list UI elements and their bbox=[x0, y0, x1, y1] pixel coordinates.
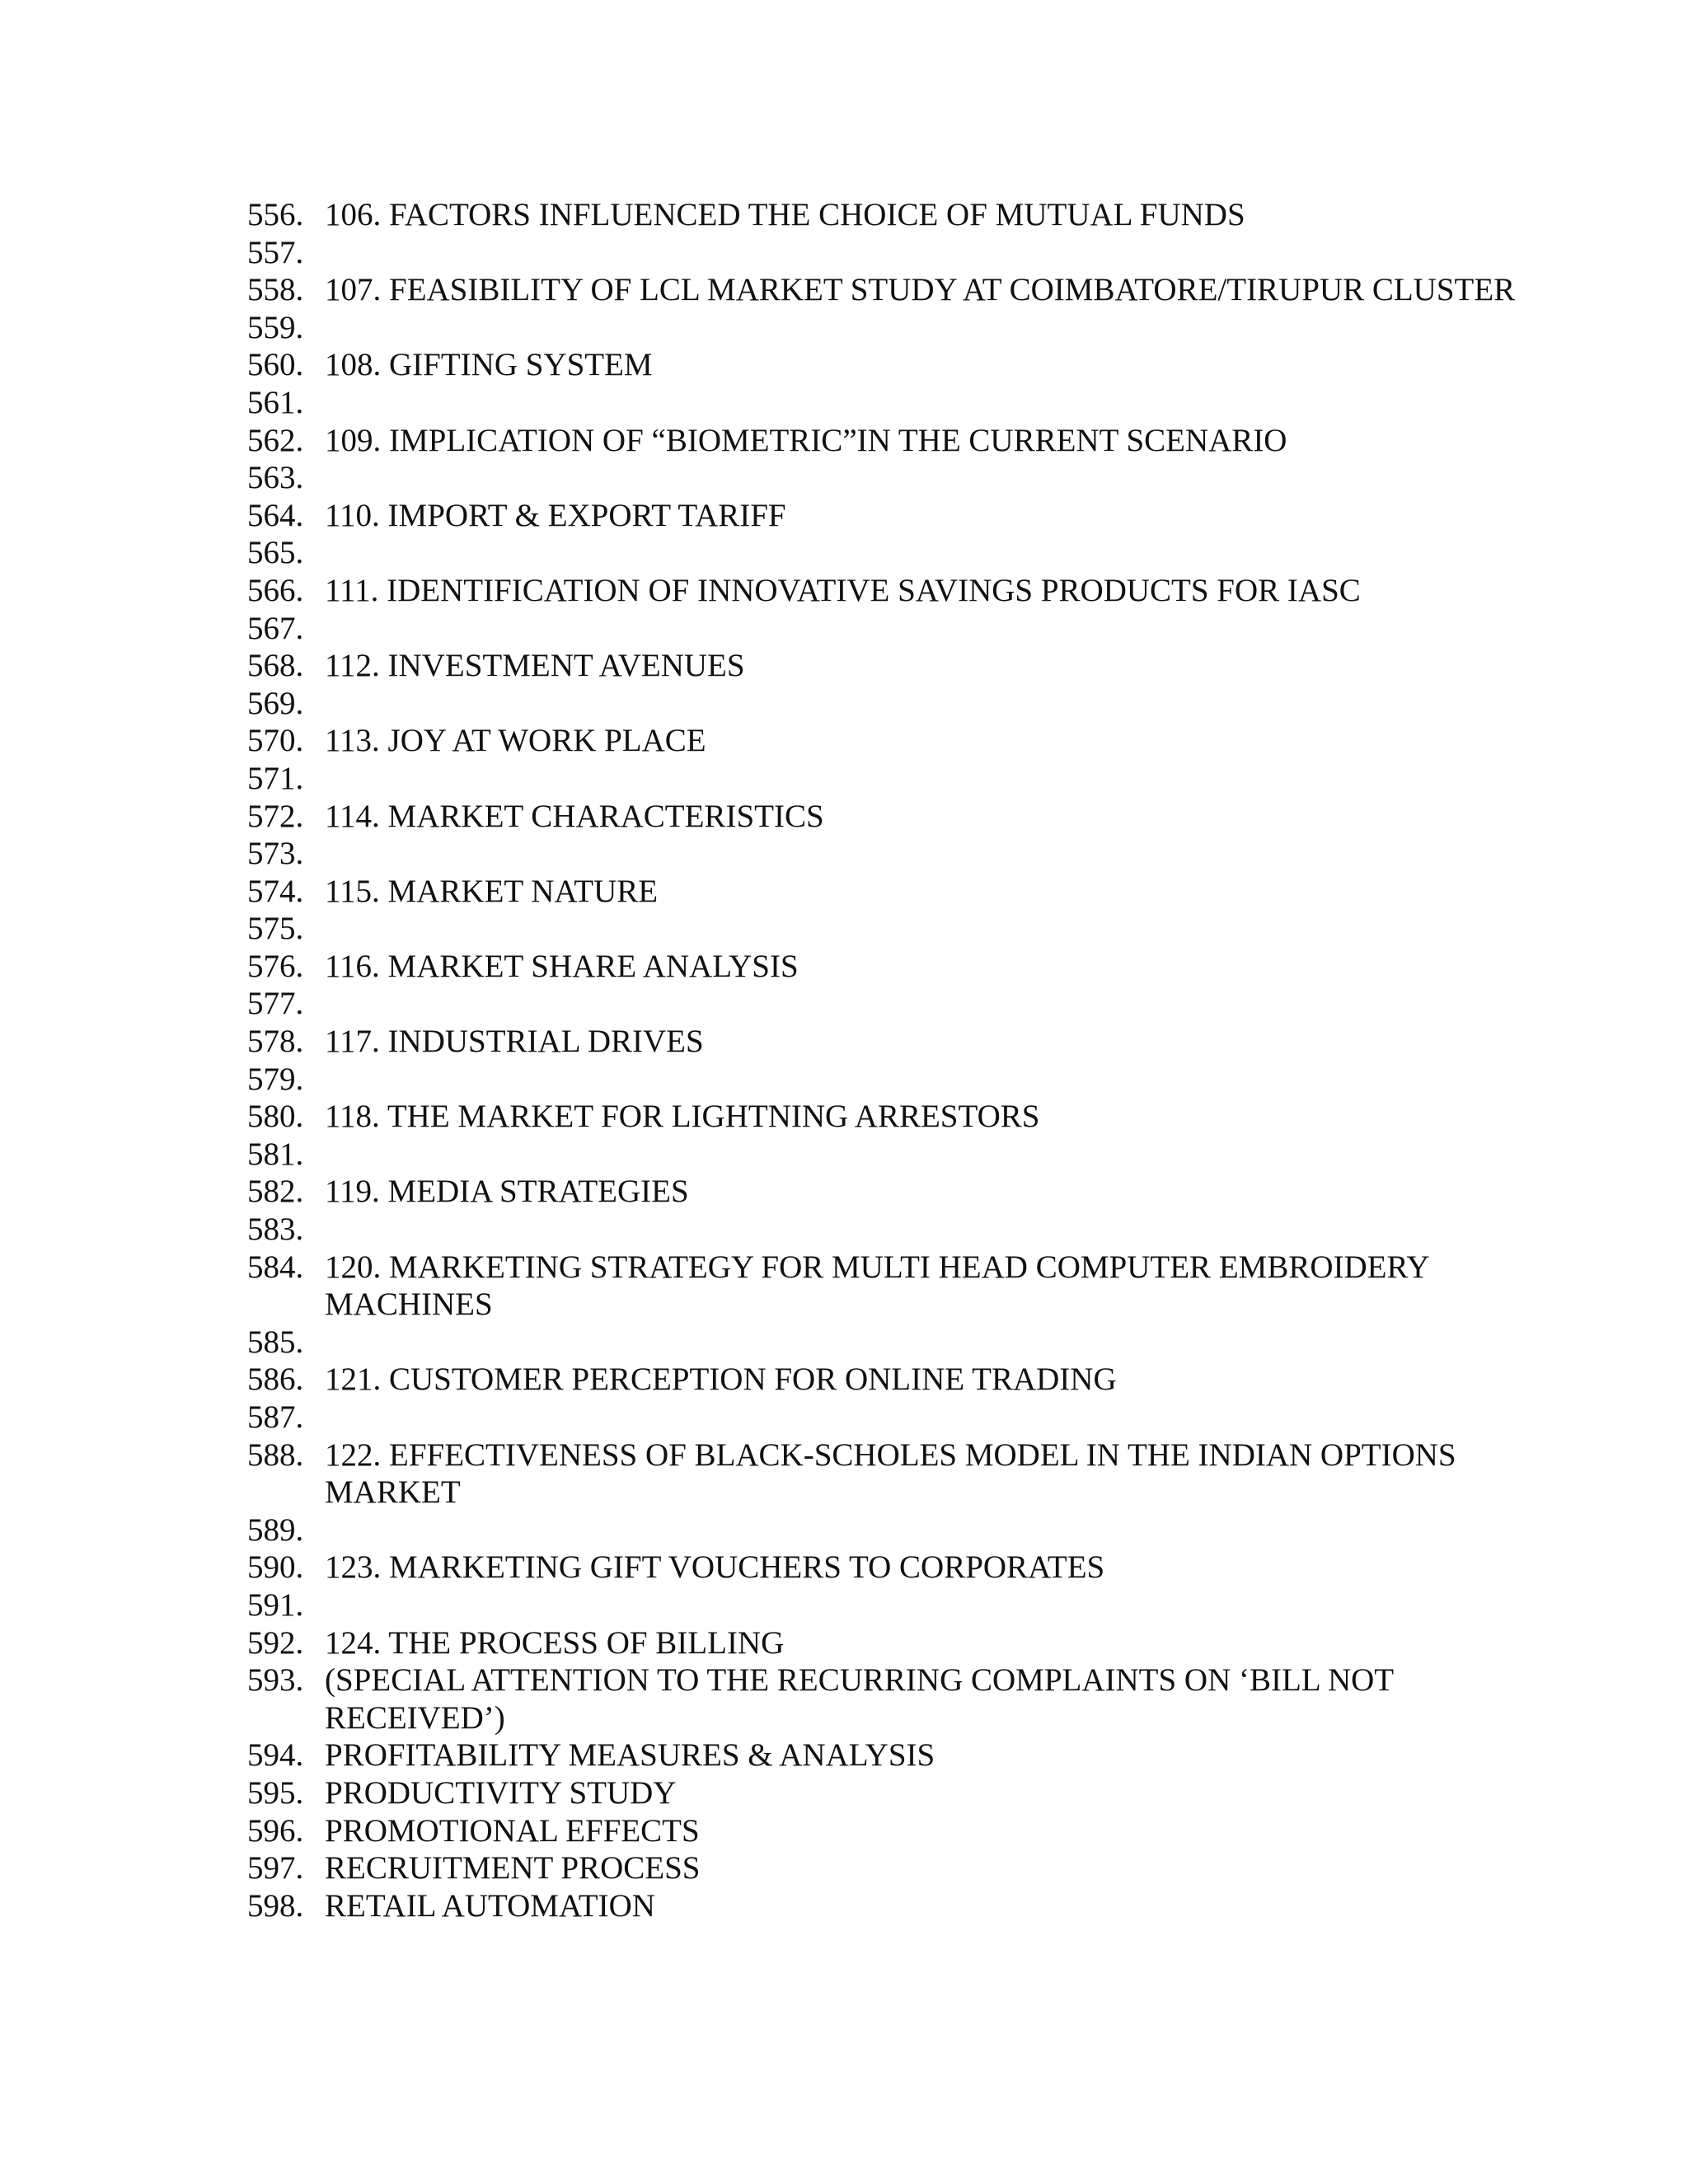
line-text: 118. THE MARKET FOR LIGHTNING ARRESTORS bbox=[325, 1099, 1040, 1135]
line-number: 579. bbox=[247, 1061, 304, 1097]
document-line bbox=[247, 384, 1566, 422]
document-line bbox=[247, 647, 1566, 685]
document-line bbox=[247, 497, 1566, 535]
line-number: 574. bbox=[247, 873, 304, 909]
line-number: 585. bbox=[247, 1324, 304, 1360]
line-number: 567. bbox=[247, 610, 304, 646]
line-number: 594. bbox=[247, 1737, 304, 1774]
document-line bbox=[247, 534, 1566, 572]
document-line bbox=[247, 1098, 1566, 1136]
line-number: 569. bbox=[247, 685, 304, 721]
line-text: (SPECIAL ATTENTION TO THE RECURRING COMPLAINTS ON ‘BILL NOT RECEIVED’) bbox=[325, 1662, 1395, 1736]
line-number: 580. bbox=[247, 1099, 304, 1135]
line-number: 556. bbox=[247, 197, 304, 232]
line-number: 591. bbox=[247, 1586, 304, 1623]
document-line bbox=[247, 1136, 1566, 1174]
document-line bbox=[247, 1211, 1566, 1249]
line-number: 582. bbox=[247, 1174, 304, 1210]
line-text: 111. IDENTIFICATION OF INNOVATIVE SAVINGS PRODUCTS FOR IASC bbox=[325, 572, 1361, 608]
document-line bbox=[247, 1736, 1566, 1774]
document-line bbox=[247, 610, 1566, 648]
document-line bbox=[247, 1812, 1566, 1850]
line-number: 568. bbox=[247, 648, 304, 684]
line-number: 570. bbox=[247, 723, 304, 759]
document-line bbox=[247, 722, 1566, 760]
line-text: 112. INVESTMENT AVENUES bbox=[325, 648, 745, 684]
line-text: 110. IMPORT & EXPORT TARIFF bbox=[325, 497, 786, 533]
document-line bbox=[247, 309, 1566, 347]
line-text: RETAIL AUTOMATION bbox=[325, 1887, 655, 1924]
line-number: 590. bbox=[247, 1549, 304, 1586]
line-text: RECRUITMENT PROCESS bbox=[325, 1850, 701, 1886]
document-line bbox=[247, 271, 1566, 309]
line-number: 571. bbox=[247, 760, 304, 796]
document-line bbox=[247, 798, 1566, 836]
document-line bbox=[247, 1061, 1566, 1099]
document-line bbox=[247, 1849, 1566, 1887]
document-line bbox=[247, 572, 1566, 610]
document-line bbox=[247, 1399, 1566, 1436]
line-number: 589. bbox=[247, 1511, 304, 1548]
document-line bbox=[247, 1249, 1566, 1324]
line-text: 119. MEDIA STRATEGIES bbox=[325, 1174, 689, 1210]
line-number: 593. bbox=[247, 1662, 304, 1699]
line-number: 586. bbox=[247, 1361, 304, 1398]
line-text: PROFITABILITY MEASURES & ANALYSIS bbox=[325, 1737, 935, 1774]
document-line bbox=[247, 910, 1566, 948]
line-text: 115. MARKET NATURE bbox=[325, 873, 659, 909]
line-text: 120. MARKETING STRATEGY FOR MULTI HEAD COMPUTER EMBROIDERY MACHINES bbox=[325, 1249, 1430, 1323]
line-text: 108. GIFTING SYSTEM bbox=[325, 347, 653, 383]
line-number: 563. bbox=[247, 460, 304, 496]
line-text: 113. JOY AT WORK PLACE bbox=[325, 723, 706, 759]
line-number: 576. bbox=[247, 948, 304, 984]
line-text: 116. MARKET SHARE ANALYSIS bbox=[325, 948, 799, 984]
line-text: 109. IMPLICATION OF “BIOMETRIC”IN THE CURRENT SCENARIO bbox=[325, 422, 1287, 458]
line-number: 557. bbox=[247, 234, 304, 270]
line-text: PRODUCTIVITY STUDY bbox=[325, 1774, 677, 1811]
line-text: 121. CUSTOMER PERCEPTION FOR ONLINE TRADING bbox=[325, 1361, 1117, 1398]
line-number: 577. bbox=[247, 986, 304, 1022]
line-number: 565. bbox=[247, 535, 304, 571]
line-number: 560. bbox=[247, 347, 304, 383]
document-line bbox=[247, 1324, 1566, 1361]
document-line bbox=[247, 873, 1566, 911]
document-line bbox=[247, 1361, 1566, 1399]
document-line bbox=[247, 1887, 1566, 1925]
line-number: 572. bbox=[247, 798, 304, 834]
document-line bbox=[247, 760, 1566, 798]
document-line bbox=[247, 346, 1566, 384]
line-number: 581. bbox=[247, 1136, 304, 1172]
line-number: 595. bbox=[247, 1774, 304, 1811]
line-number: 573. bbox=[247, 836, 304, 872]
line-number: 559. bbox=[247, 309, 304, 345]
document-line bbox=[247, 1023, 1566, 1061]
line-number: 561. bbox=[247, 384, 304, 420]
line-text: 123. MARKETING GIFT VOUCHERS TO CORPORATES bbox=[325, 1549, 1105, 1586]
line-number: 584. bbox=[247, 1249, 304, 1285]
line-number: 598. bbox=[247, 1887, 304, 1924]
line-text: 107. FEASIBILITY OF LCL MARKET STUDY AT COIMBATORE/TIRUPUR CLUSTER bbox=[325, 272, 1516, 308]
line-text: 124. THE PROCESS OF BILLING bbox=[325, 1624, 785, 1661]
line-number: 575. bbox=[247, 911, 304, 947]
line-number: 562. bbox=[247, 422, 304, 458]
line-number: 588. bbox=[247, 1436, 304, 1473]
line-text: 117. INDUSTRIAL DRIVES bbox=[325, 1024, 704, 1060]
document-line bbox=[247, 234, 1566, 272]
line-number: 596. bbox=[247, 1812, 304, 1849]
document-line bbox=[247, 835, 1566, 873]
document-line bbox=[247, 1624, 1566, 1662]
document-line bbox=[247, 985, 1566, 1023]
document-line bbox=[247, 196, 1566, 234]
document-line bbox=[247, 1661, 1566, 1736]
document-line bbox=[247, 1173, 1566, 1211]
line-number: 597. bbox=[247, 1850, 304, 1886]
document-line bbox=[247, 1436, 1566, 1511]
line-text: 106. FACTORS INFLUENCED THE CHOICE OF MUTUAL FUNDS bbox=[325, 197, 1245, 232]
line-text: 114. MARKET CHARACTERISTICS bbox=[325, 798, 824, 834]
document-line bbox=[247, 459, 1566, 497]
numbered-line-list bbox=[247, 196, 1566, 1924]
line-number: 587. bbox=[247, 1399, 304, 1435]
line-number: 566. bbox=[247, 572, 304, 608]
document-line bbox=[247, 422, 1566, 460]
document-line bbox=[247, 685, 1566, 723]
document-line bbox=[247, 1549, 1566, 1586]
line-text: PROMOTIONAL EFFECTS bbox=[325, 1812, 700, 1849]
document-line bbox=[247, 1774, 1566, 1812]
document-line bbox=[247, 1511, 1566, 1549]
document-line bbox=[247, 1586, 1566, 1624]
line-number: 583. bbox=[247, 1212, 304, 1248]
line-number: 564. bbox=[247, 497, 304, 533]
line-number: 558. bbox=[247, 272, 304, 308]
line-text: 122. EFFECTIVENESS OF BLACK-SCHOLES MODEL IN THE INDIAN OPTIONS MARKET bbox=[325, 1436, 1456, 1511]
line-number: 592. bbox=[247, 1624, 304, 1661]
line-number: 578. bbox=[247, 1024, 304, 1060]
document-line bbox=[247, 948, 1566, 986]
